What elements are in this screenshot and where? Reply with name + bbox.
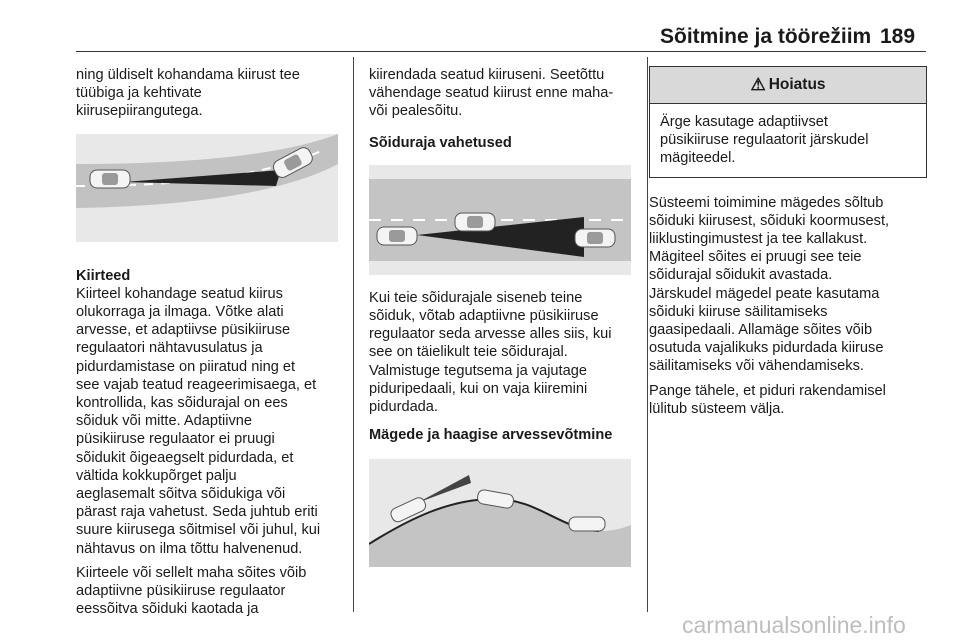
warning-triangle-icon: ⚠	[750, 74, 766, 94]
header-title: Sõitmine ja töörežiim	[660, 25, 872, 48]
footer-watermark: carmanualsonline.info	[682, 612, 906, 638]
col1-paragraph-1: Kiirteel kohandage seatud kiirus olukorraga ja ilmaga. Võtke alati arvesse, et adaptiivse püsikiiruse regulaatori nähtavusulatus ja pidurdamistase on piiratud ning et see vajab teatud reageerimisaega, et kontrollida, kas sõidurajal on ees sõiduk või mitte. Adaptiivne püsikiiruse regulaator ei pruugi sõidukit õigeaegselt pidurdada, et vältida kokkupõrget palju aeglasemalt sõitva sõidukiga või pärast raja vahetust. Seda juhtub eriti suure kiirusega sõitmisel või juhul, kui nähtavus on ilma tõttu halvenenud.	[76, 285, 321, 557]
col3-paragraph-2: Pange tähele, et piduri rakendamisel lülitub süsteem välja.	[649, 382, 886, 417]
column-2	[369, 66, 639, 567]
column-divider-1	[353, 57, 354, 612]
col1-paragraph-2: Kiirteele või sellelt maha sõites võib adaptiivne püsikiiruse regulaator eessõitva sõiduki kaotada ja	[76, 564, 307, 618]
col2-intro: kiirendada seatud kiiruseni. Seetõttu vähendage seatud kiirust enne maha- või pealesõitu.	[369, 67, 614, 120]
heading-lane-changes: Sõiduraja vahetused	[369, 134, 512, 151]
header-rule	[76, 51, 926, 52]
heading-highways: Kiirteed	[76, 267, 131, 284]
heading-hills-trailer: Mägede ja haagise arvessevõtmine	[369, 427, 613, 444]
column-3	[649, 66, 939, 424]
warning-header	[650, 67, 926, 104]
warning-title: Hoiatus	[768, 75, 826, 93]
lead-car	[575, 229, 615, 247]
figure-curve-detection	[76, 134, 338, 242]
own-car	[377, 227, 417, 245]
warning-body: Ärge kasutage adaptiivset püsikiiruse regulaatorit järskudel mägiteedel.	[660, 114, 869, 167]
column-1	[76, 66, 346, 624]
page-number: 189	[880, 25, 916, 48]
merging-car	[455, 213, 495, 231]
figure-lane-change	[369, 165, 631, 275]
col3-paragraph-1: Süsteemi toimimine mägedes sõltub sõiduki kiirusest, sõiduki koormusest, liiklustingimustest ja tee kallakust. Mägiteel sõites ei pruugi see teie sõidurajal sõidukit avastada. Järskudel mägedel peate kasutama sõiduki kiiruse säilitamiseks gaasipedaali. Allamäge sõites võib osutuda vajalikuks pidurdada kiiruse säilitamiseks või vähendamiseks.	[649, 194, 890, 375]
col2-paragraph-lane: Kui teie sõidurajale siseneb teine sõiduk, võtab adaptiivne püsikiiruse regulaator seda arvesse alles siis, kui see on täielikult teie sõidurajal. Valmistuge tegutsema ja vajutage piduripedaali, kui on vaja kiiremini pidurdada.	[369, 289, 612, 416]
col1-intro: ning üldiselt kohandama kiirust tee tüübiga ja kehtivate kiirusepiirangutega.	[76, 67, 300, 120]
column-divider-2	[647, 57, 648, 612]
figure-hills	[369, 459, 631, 567]
warning-box	[649, 66, 927, 178]
own-car	[90, 170, 130, 188]
